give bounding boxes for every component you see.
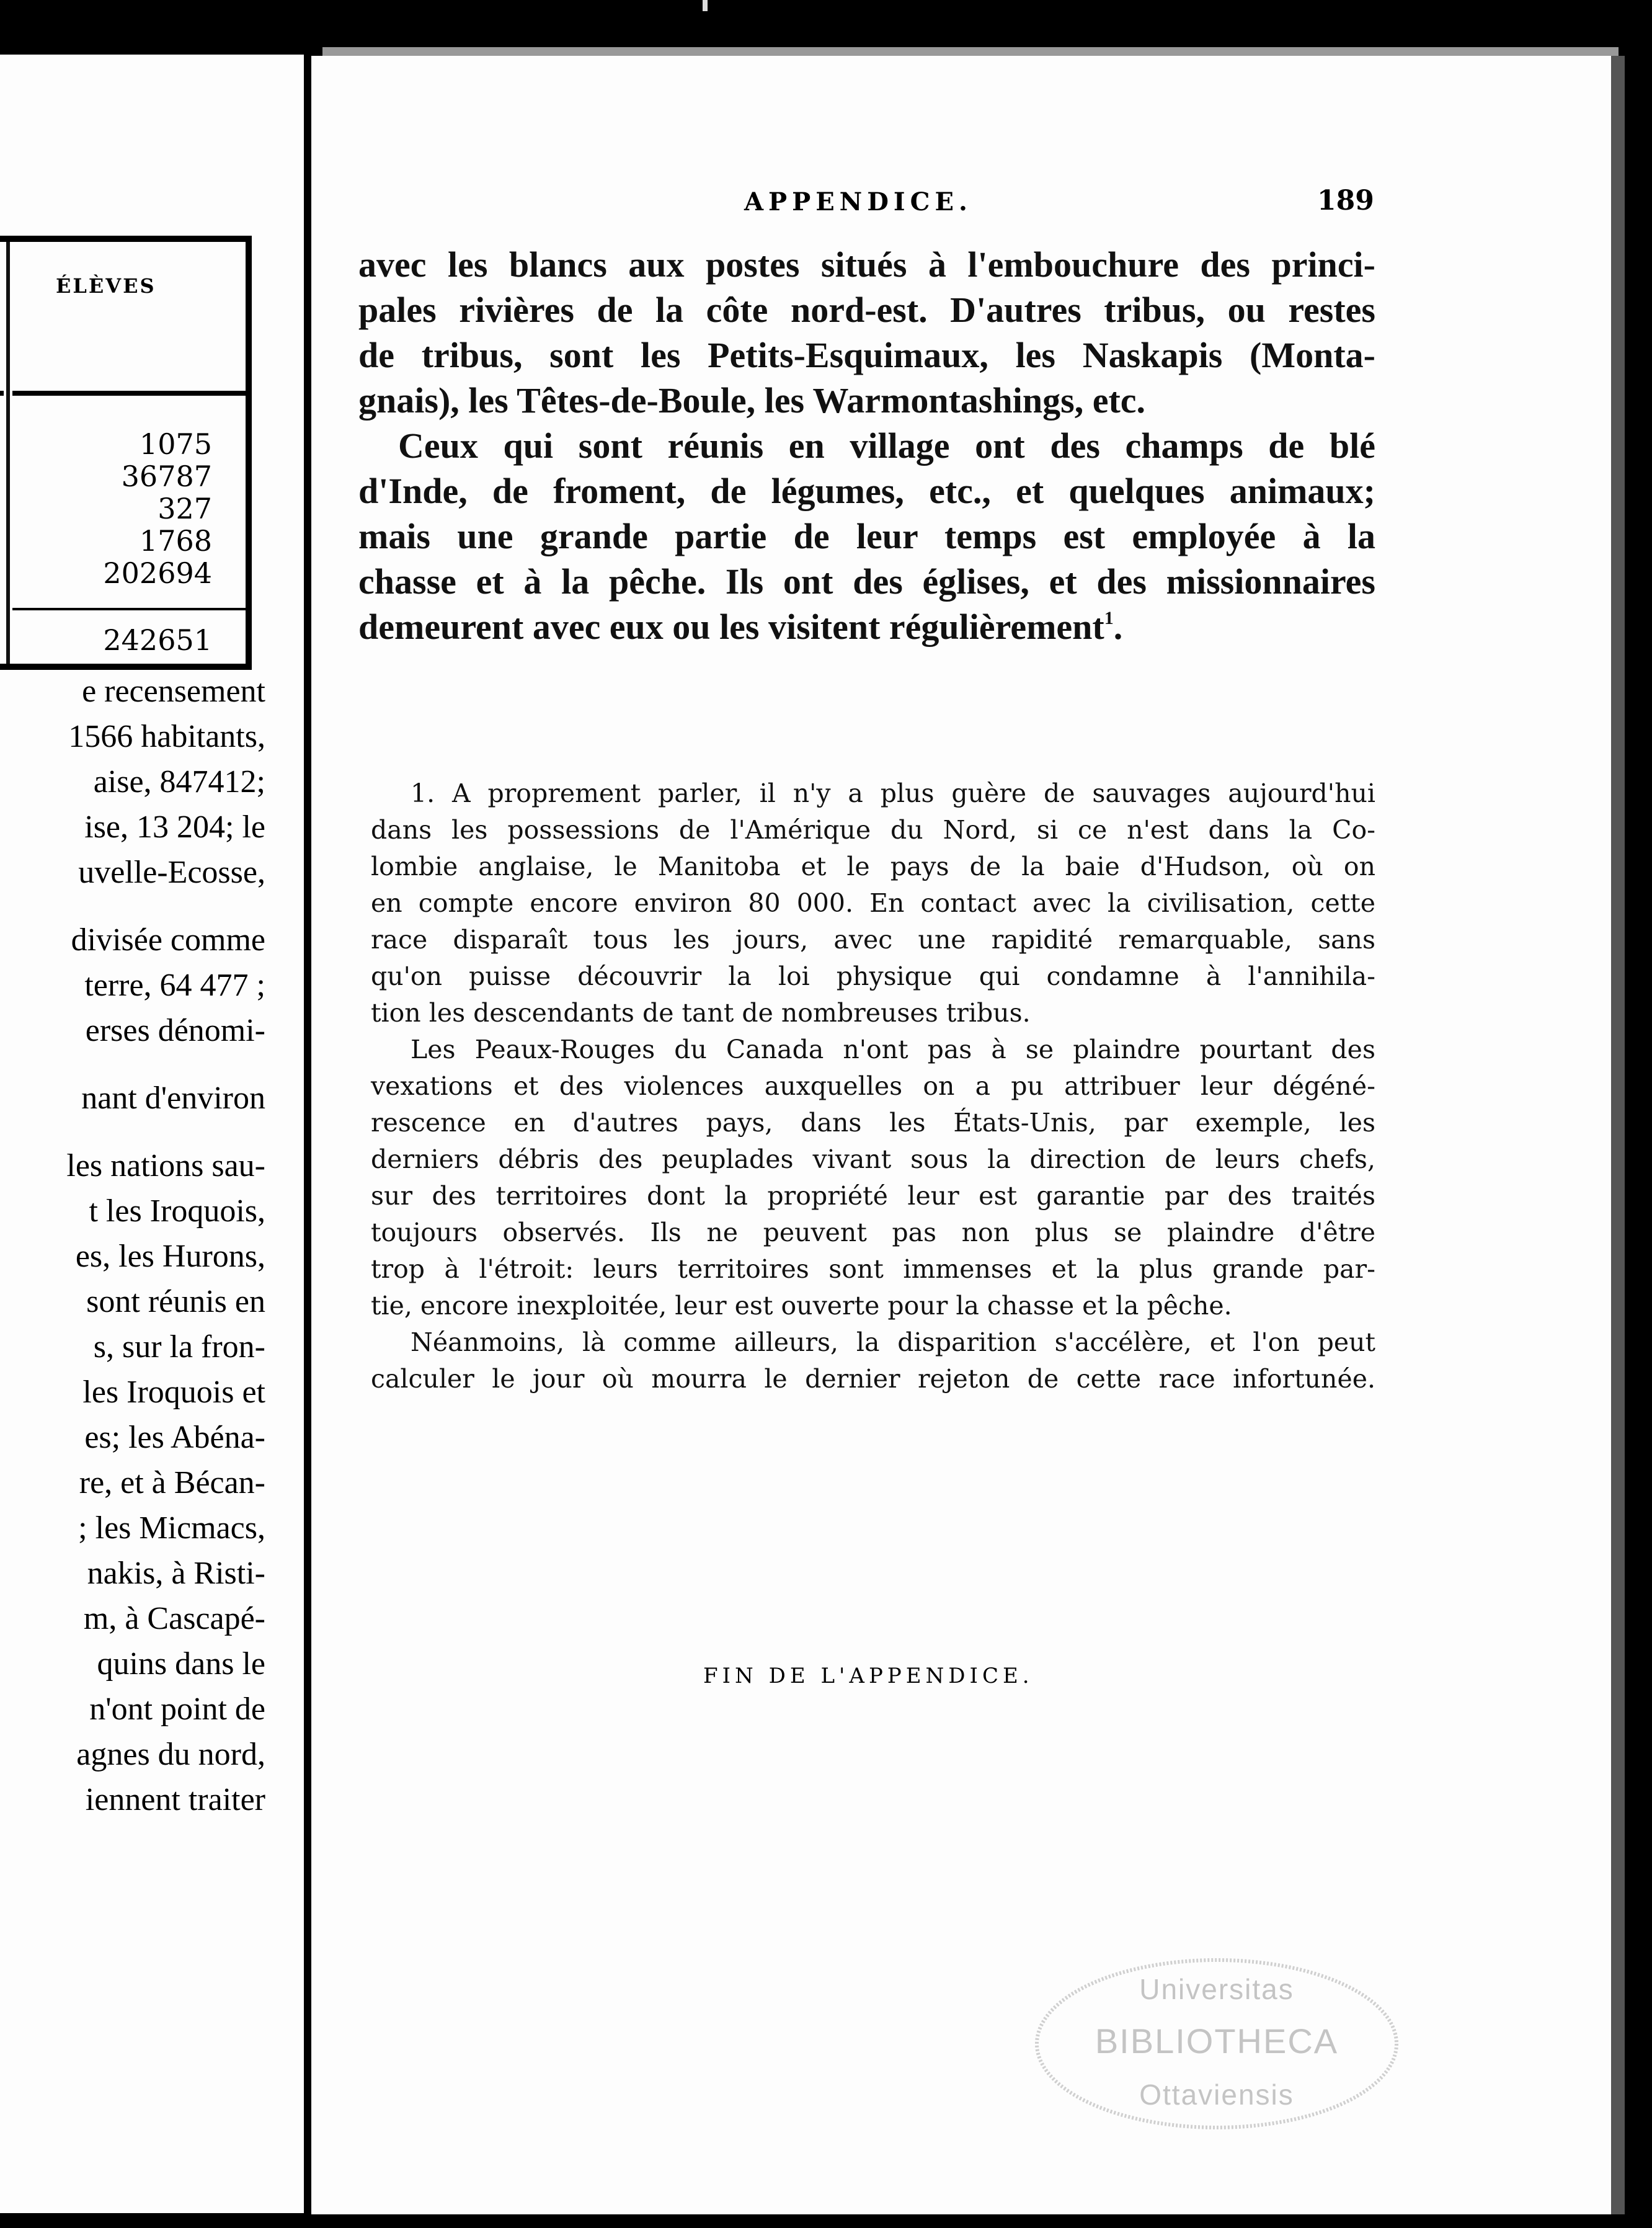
body-line: de tribus, sont les Petits-Esquimaux, les Naskapis (Monta- bbox=[358, 335, 1375, 375]
stamp-line: Ottaviensis bbox=[1139, 2079, 1294, 2111]
text-line: m, à Cascapé- bbox=[83, 1601, 265, 1636]
running-head: APPENDICE. bbox=[744, 187, 972, 216]
text-line: aise, 847412; bbox=[93, 764, 265, 800]
end-of-appendix: FIN DE L'APPENDICE. bbox=[703, 1664, 1034, 1688]
footnote-line: Les Peaux-Rouges du Canada n'ont pas à se plaindre pourtant des bbox=[411, 1035, 1375, 1064]
text-line: sont réunis en bbox=[86, 1284, 265, 1319]
table-values bbox=[103, 428, 212, 589]
table-column-header: ÉLÈVES bbox=[56, 274, 156, 298]
body-line: chasse et à la pêche. Ils ont des églises, et des missionnaires bbox=[358, 561, 1375, 602]
current-page bbox=[311, 56, 1611, 2214]
text-line: es, les Hurons, bbox=[75, 1239, 265, 1274]
body-line: avec les blancs aux postes situés à l'embouchure des princi- bbox=[358, 244, 1375, 285]
scan-artifact bbox=[703, 0, 708, 11]
text-line: nant d'environ bbox=[81, 1081, 265, 1116]
text-line: divisée comme bbox=[71, 922, 265, 958]
footnote-line: toujours observés. Ils ne peuvent pas non plus se plaindre d'être bbox=[371, 1218, 1375, 1247]
table-total: 242651 bbox=[103, 623, 212, 657]
footnote-line: sur des territoires dont la propriété leur est garantie par des traités bbox=[371, 1181, 1375, 1211]
text-line: terre, 64 477 ; bbox=[84, 968, 265, 1003]
footnote bbox=[371, 775, 1375, 1397]
text-line: es; les Abéna- bbox=[84, 1420, 265, 1455]
table-total-rule bbox=[12, 608, 246, 610]
text-line: agnes du nord, bbox=[76, 1737, 265, 1772]
text-line: ise, 13 204; le bbox=[84, 809, 265, 845]
body-line: d'Inde, de froment, de légumes, etc., et quelques animaux; bbox=[358, 471, 1375, 511]
text-line: t les Iroquois, bbox=[89, 1193, 265, 1229]
footnote-line: trop à l'étroit: leurs territoires sont immenses et la plus grande par- bbox=[371, 1254, 1375, 1284]
table-header-rule bbox=[12, 391, 246, 396]
table-column-rule bbox=[6, 242, 10, 664]
footnote-line: en compte encore environ 80 000. En contact avec la civilisation, cette bbox=[371, 888, 1375, 918]
body-line: mais une grande partie de leur temps est employée à la bbox=[358, 516, 1375, 556]
footnote-line: tion les descendants de tant de nombreuses tribus. bbox=[371, 998, 1031, 1028]
text-line: n'ont point de bbox=[89, 1691, 265, 1727]
footnote-line: lombie anglaise, le Manitoba et le pays de la baie d'Hudson, où on bbox=[371, 852, 1375, 881]
text-line: uvelle-Ecosse, bbox=[78, 855, 265, 890]
library-stamp bbox=[1031, 1954, 1403, 2134]
text-line: s, sur la fron- bbox=[93, 1329, 265, 1365]
stamp-line: BIBLIOTHECA bbox=[1095, 2021, 1339, 2061]
body-text bbox=[358, 242, 1375, 649]
page-number: 189 bbox=[1317, 185, 1374, 216]
text-line: iennent traiter bbox=[85, 1782, 265, 1817]
text-line: re, et à Bécan- bbox=[79, 1465, 265, 1500]
text-line: les Iroquois et bbox=[82, 1375, 265, 1410]
text-line: quins dans le bbox=[97, 1646, 265, 1682]
text-line bbox=[0, 1121, 265, 1143]
table-cell: 202694 bbox=[103, 556, 212, 590]
text-line bbox=[0, 895, 265, 917]
page-top-edge bbox=[322, 47, 1619, 56]
text-line: ; les Micmacs, bbox=[78, 1510, 265, 1546]
footnote-line: vexations et des violences auxquelles on a pu attribuer leur dégéné- bbox=[371, 1071, 1375, 1101]
text-line: erses dénomi- bbox=[85, 1013, 265, 1048]
text-line bbox=[0, 1053, 265, 1076]
stamp-line: Universitas bbox=[1139, 1973, 1294, 2005]
table-cell: 36787 bbox=[121, 460, 212, 493]
table-cell: 327 bbox=[158, 492, 212, 525]
page-edge-shadow bbox=[1611, 56, 1625, 2214]
footnote-line: qu'on puisse découvrir la loi physique qui condamne à l'annihila- bbox=[371, 961, 1375, 991]
footnote-line: Néanmoins, là comme ailleurs, la disparition s'accélère, et l'on peut bbox=[411, 1327, 1375, 1357]
body-line: Ceux qui sont réunis en village ont des champs de blé bbox=[398, 426, 1375, 466]
previous-page bbox=[0, 55, 304, 2213]
footnote-line: calculer le jour où mourra le dernier rejeton de cette race infortunée. bbox=[371, 1364, 1375, 1394]
table-header-rule-left bbox=[0, 391, 4, 396]
statistics-table bbox=[0, 236, 252, 670]
body-line: pales rivières de la côte nord-est. D'autres tribus, ou restes bbox=[358, 290, 1375, 330]
text-line: les nations sau- bbox=[66, 1148, 265, 1183]
text-line: nakis, à Risti- bbox=[87, 1556, 265, 1591]
body-line: gnais), les Têtes-de-Boule, les Warmontashings, etc. bbox=[358, 380, 1146, 421]
body-line-text: demeurent avec eux ou les visitent régulièrement bbox=[358, 607, 1104, 647]
text-line: 1566 habitants, bbox=[68, 719, 265, 754]
footnote-line: rescence en d'autres pays, dans les États-Unis, par exemple, les bbox=[371, 1108, 1375, 1138]
table-cell: 1075 bbox=[139, 427, 212, 461]
footnote-line: 1. A proprement parler, il n'y a plus guère de sauvages aujourd'hui bbox=[411, 778, 1375, 808]
text-line: e recensement bbox=[82, 674, 265, 709]
table-cell: 1768 bbox=[139, 524, 212, 558]
footnote-line: dans les possessions de l'Amérique du Nord, si ce n'est dans la Co- bbox=[371, 815, 1375, 845]
footnote-line: race disparaît tous les jours, avec une rapidité remarquable, sans bbox=[371, 925, 1375, 955]
footnote-reference: 1 bbox=[1104, 608, 1114, 628]
previous-page-text bbox=[0, 669, 265, 1822]
footnote-line: tie, encore inexploitée, leur est ouverte pour la chasse et la pêche. bbox=[371, 1291, 1232, 1321]
footnote-line: derniers débris des peuplades vivant sous la direction de leurs chefs, bbox=[371, 1144, 1375, 1174]
body-line-last: demeurent avec eux ou les visitent régulièrement$^1$. bbox=[358, 607, 1123, 647]
